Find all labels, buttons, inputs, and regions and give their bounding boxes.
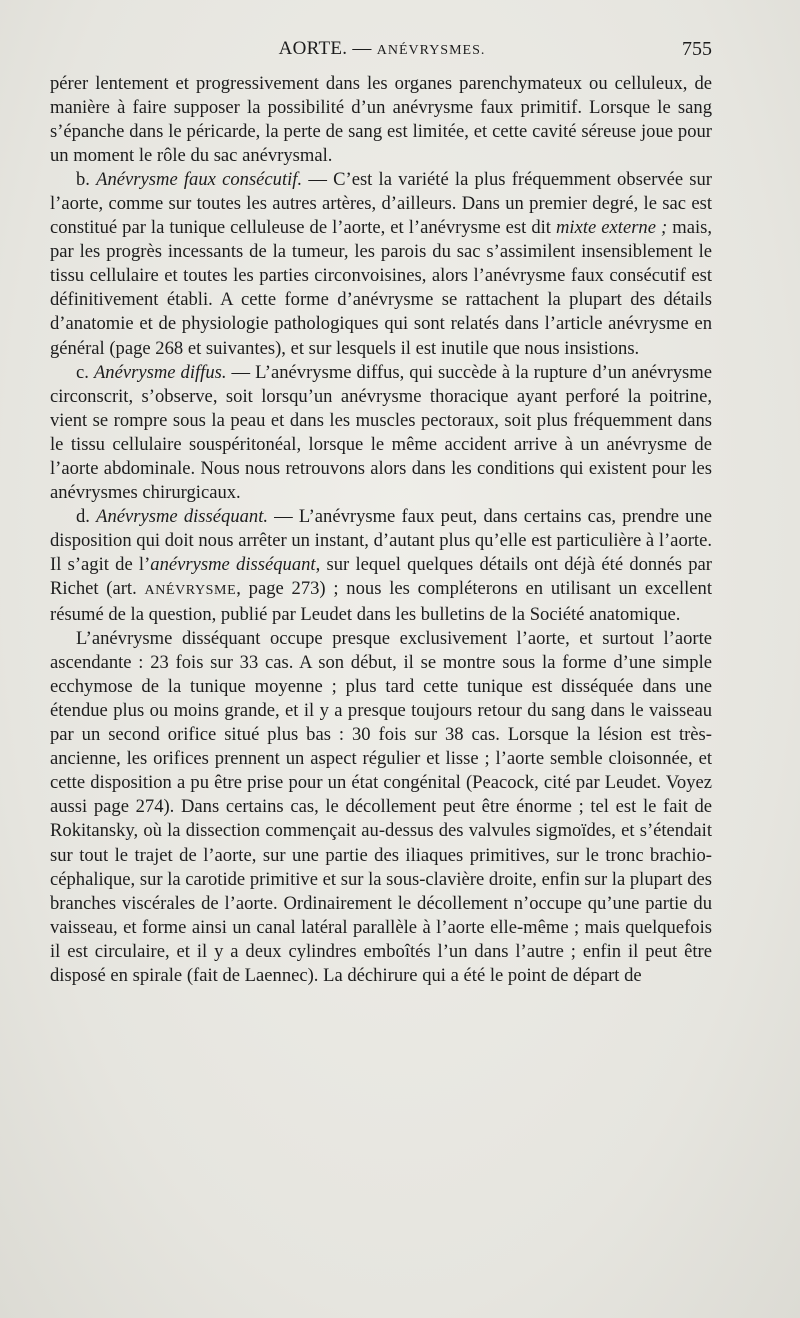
paragraph-anevrysme-dissequant <box>50 505 712 627</box>
text-run: , sur lequel quelques détails ont déjà été donnés par Richet (art. <box>50 553 712 599</box>
text-run: L’anévrysme disséquant occupe presque exclusivement l’aorte, et surtout l’aorte ascendante : 23 fois sur 33 cas. A son début, il se montre sous la forme d’une simple ecchymose de la tunique moyenne ; plus tard cette tunique est disséquée dans une étendue plus ou moins grande, et il y a presque toujours retour du sang dans le vaisseau par un second orifice situé plus bas : 30 fois sur 38 cas. Lorsque la lésion est très-ancienne, les orifices prennent un aspect régulier et lisse ; l’aorte semble cloisonnée, et cette disposition a pu être prise pour un état congénital (Peacock, cité par Leudet. Voyez aussi page 274). Dans certains cas, le décollement peut être énorme ; tel est le fait de Rokitansky, où la dissection commençait au-dessus des valvules sigmoïdes, et s’étendait sur tout le trajet de l’aorte, sur une partie des iliaques primitives, sur le tronc brachio-céphalique, sur la carotide primitive et sur la sous-clavière droite, enfin sur la plupart des branches viscérales de l’aorte. Ordinairement le décollement n’occupe qu’une partie du vaisseau, et forme ainsi un canal latéral parallèle à l’aorte elle-même ; mais quelquefois il est circulaire, et il y a deux cylindres emboîtés l’un dans l’autre ; enfin il peut être disposé en spirale (fait de Laennec). La déchirure qui a été le point de départ de <box>50 628 712 986</box>
text-run: — C’est la variété la plus fréquemment observée sur l’aorte, comme sur toutes les autres artères, d’ailleurs. Dans un premier degré, le sac est constitué par la tunique celluleuse de l’aorte, et l’anévrysme est dit <box>50 169 712 239</box>
text-run: mais, par les progrès incessants de la tumeur, les parois du sac s’assimilent insensiblement le tissu cellulaire et toutes les parties circonvoisines, alors l’anévrysme faux consécutif est définitivement établi. A cette forme d’anévrysme se rattachent la plupart des détails d’anatomie et de physiologie pathologiques qui sont relatés dans l’article anévrysme en général (page 268 et suivantes), et sur lesquels il est inutile que nous insistions. <box>50 217 712 359</box>
text-run: pérer lentement et progressivement dans les organes parenchymateux ou celluleux, de manière à faire supposer la possibilité d’un anévrysme faux primitif. Lorsque le sang s’épanche dans le péricarde, la perte de sang est limitée, et cette cavité séreuse joue pour un moment le rôle du sac anévrysmal. <box>50 73 712 167</box>
italic-text: mixte externe ; <box>555 217 668 239</box>
running-header <box>52 38 712 64</box>
running-title <box>52 38 712 60</box>
paragraph-anevrysme-diffus <box>50 361 712 505</box>
running-title-small: ANÉVRYSMES. <box>376 43 486 58</box>
italic-text: Anévrysme disséquant. <box>96 505 269 527</box>
text-run: , page 273) ; nous les compléterons en utilisant un excellent résumé de la question, publié par Leudet dans les bulletins de la Société anatomique. <box>50 577 712 626</box>
text-run: b. <box>76 169 97 191</box>
paragraph-anevrysme-faux-consecutif <box>50 168 712 360</box>
italic-text: Anévrysme diffus. <box>93 361 227 383</box>
text-run: — L’anévrysme faux peut, dans certains cas, prendre une disposition qui doit nous arrêter un instant, d’autant plus qu’elle est particulière à l’aorte. Il s’agit de l’ <box>50 505 713 575</box>
paragraph-continuation <box>50 72 712 168</box>
text-run: d. <box>76 505 97 527</box>
body-text <box>50 72 712 988</box>
text-run: — L’anévrysme diffus, qui succède à la rupture d’un anévrysme circonscrit, s’observe, soit lorsqu’un anévrysme thoracique ayant perforé la poitrine, vient se rompre sous la peau et dans les muscles pectoraux, soit plus fréquemment dans le tissu cellulaire souspéritonéal, lorsque le même accident arrive à un anévrysme de l’aorte abdominale. Nous nous retrouvons alors dans les conditions qui existent pour les anévrysmes chirurgicaux. <box>50 361 712 503</box>
running-title-main: AORTE. — <box>278 38 377 59</box>
small-caps-text: ANÉVRYSME <box>144 582 237 598</box>
italic-text: anévrysme disséquant <box>150 553 316 575</box>
text-run: c. <box>76 361 94 383</box>
paragraph-description-dissequant <box>50 627 712 988</box>
italic-text: Anévrysme faux consécutif. <box>96 169 303 191</box>
page-number: 755 <box>682 38 712 60</box>
